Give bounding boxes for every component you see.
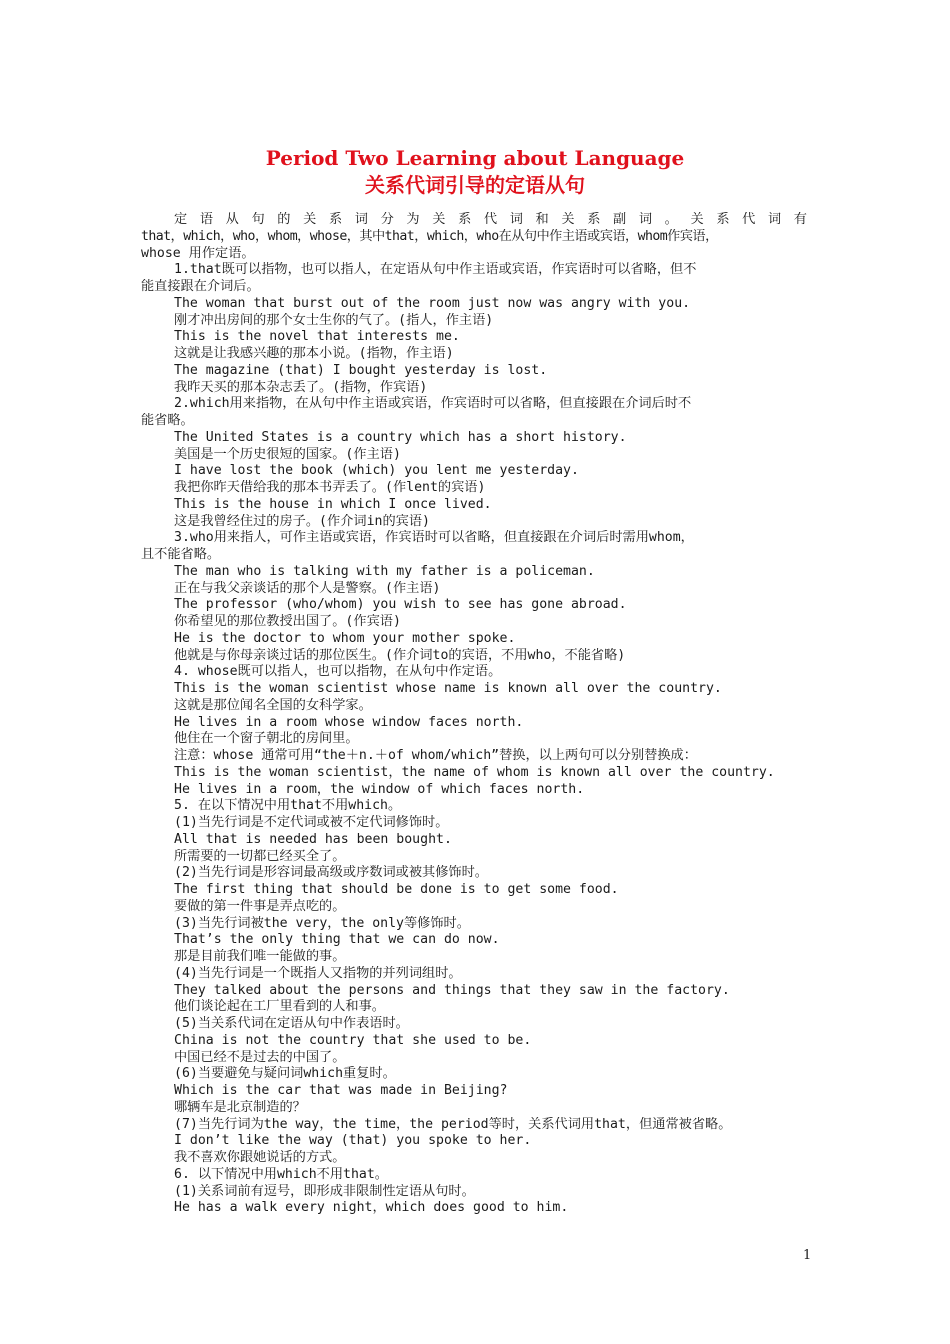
text-line: 刚才冲出房间的那个女士生你的气了。(指人，作主语) — [174, 312, 494, 328]
text-line: 2.which用来指物，在从句中作主语或宾语，作宾语时可以省略，但直接跟在介词后时不 — [174, 396, 692, 412]
intro-line: whose 用作定语。 — [141, 245, 255, 261]
text-line: (5)当关系代词在定语从句中作表语时。 — [174, 1016, 409, 1031]
text-line: They talked about the persons and things that they saw in the factory. — [174, 982, 730, 998]
text-line: He is the doctor to whom your mother spoke. — [174, 630, 516, 646]
text-line: 1.that既可以指物，也可以指人，在定语从句中作主语或宾语，作宾语时可以省略，但不 — [174, 262, 697, 278]
title-english: Period Two Learning about Language — [265, 146, 685, 170]
text-line: The first thing that should be done is to get some food. — [174, 882, 619, 897]
text-line: (2)当先行词是形容词最高级或序数词或被其修饰时。 — [174, 865, 488, 881]
text-line: 你希望见的那位教授出国了。(作宾语) — [174, 614, 401, 629]
text-line: 且不能省略。 — [141, 547, 221, 562]
text-line: 我昨天买的那本杂志丢了。(指物，作宾语) — [174, 379, 428, 395]
text-line: 他住在一个窗子朝北的房间里。 — [174, 731, 359, 747]
intro-line: that，which，who，whom，whose，其中that，which，who在从句中作主语或宾语，whom作宾语， — [141, 228, 718, 244]
text-line: 那是目前我们唯一能做的事。 — [174, 949, 346, 964]
intro-line: 定语从句的关系词分为关系代词和关系副词。关系代词有 — [174, 212, 813, 227]
text-line: 能省略。 — [141, 413, 194, 428]
text-line: 哪辆车是北京制造的？ — [174, 1099, 306, 1115]
text-line: 这是我曾经住过的房子。(作介词in的宾语) — [174, 513, 430, 529]
text-line: 我把你昨天借给我的那本书弄丢了。(作lent的宾语) — [174, 480, 486, 495]
text-line: He has a walk every night，which does good to him. — [174, 1200, 569, 1216]
document-body — [141, 212, 813, 1217]
text-line: This is the woman scientist whose name is known all over the country. — [174, 681, 722, 696]
text-line: I don’t like the way (that) you spoke to her. — [174, 1133, 532, 1149]
text-line: That’s the only thing that we can do now. — [174, 932, 500, 948]
text-line: 6. 以下情况中用which不用that。 — [174, 1166, 388, 1182]
text-line: 这就是让我感兴趣的那本小说。(指物，作主语) — [174, 346, 454, 361]
text-line: (7)当先行词为the way，the time，the period等时，关系代词用that，但通常被省略。 — [174, 1116, 732, 1132]
text-line: 中国已经不是过去的中国了。 — [174, 1049, 346, 1065]
text-line: Which is the car that was made in Beijing? — [174, 1083, 508, 1098]
text-line: (1)当先行词是不定代词或被不定代词修饰时。 — [174, 815, 449, 830]
text-line: 所需要的一切都已经买全了。 — [174, 848, 346, 864]
text-line: 能直接跟在介词后。 — [141, 279, 260, 294]
text-line: (6)当要避免与疑问词which重复时。 — [174, 1066, 396, 1082]
text-line: This is the novel that interests me. — [174, 329, 460, 345]
text-line: 我不喜欢你跟她说话的方式。 — [174, 1150, 346, 1165]
text-line: The United States is a country which has a short history. — [174, 429, 627, 445]
text-line: The woman that burst out of the room just now was angry with you. — [174, 295, 691, 311]
text-line: This is the woman scientist，the name of whom is known all over the country. — [174, 764, 775, 780]
text-line: He lives in a room whose window faces north. — [174, 714, 524, 730]
text-line: (4)当先行词是一个既指人又指物的并列词组时。 — [174, 965, 462, 981]
text-line: China is not the country that she used to be. — [174, 1032, 532, 1048]
page-number: 1 — [803, 1248, 812, 1263]
text-line: 注意：whose 通常可用“the＋n.＋of whom/which”替换，以上两句可以分别替换成： — [174, 748, 697, 763]
text-line: He lives in a room，the window of which faces north. — [174, 781, 585, 797]
text-line: The man who is talking with my father is a policeman. — [174, 563, 595, 579]
text-line: I have lost the book (which) you lent me yesterday. — [174, 463, 579, 479]
text-line: 4. whose既可以指人，也可以指物，在从句中作定语。 — [174, 664, 502, 680]
text-line: 3.who用来指人，可作主语或宾语，作宾语时可以省略，但直接跟在介词后时需用whom， — [174, 530, 694, 546]
text-line: (1)关系词前有逗号，即形成非限制性定语从句时。 — [174, 1183, 475, 1199]
text-line: 美国是一个历史很短的国家。(作主语) — [174, 446, 401, 462]
text-line: 他们谈论起在工厂里看到的人和事。 — [174, 999, 385, 1015]
text-line: 要做的第一件事是弄点吃的。 — [174, 898, 346, 914]
title-chinese: 关系代词引导的定语从句 — [365, 173, 585, 197]
text-line: 5. 在以下情况中用that不用which。 — [174, 798, 402, 814]
text-line: This is the house in which I once lived. — [174, 496, 492, 512]
text-line: 正在与我父亲谈话的那个人是警察。(作主语) — [174, 580, 441, 596]
text-line: The magazine (that) I bought yesterday is lost. — [174, 362, 548, 378]
text-line: 他就是与你母亲谈过话的那位医生。(作介词to的宾语，不用who，不能省略) — [174, 647, 626, 663]
text-line: 这就是那位闻名全国的女科学家。 — [174, 697, 372, 713]
text-line: (3)当先行词被the very，the only等修饰时。 — [174, 915, 470, 931]
text-line: The professor (who/whom) you wish to see has gone abroad. — [174, 597, 627, 613]
text-line: All that is needed has been bought. — [174, 831, 452, 847]
